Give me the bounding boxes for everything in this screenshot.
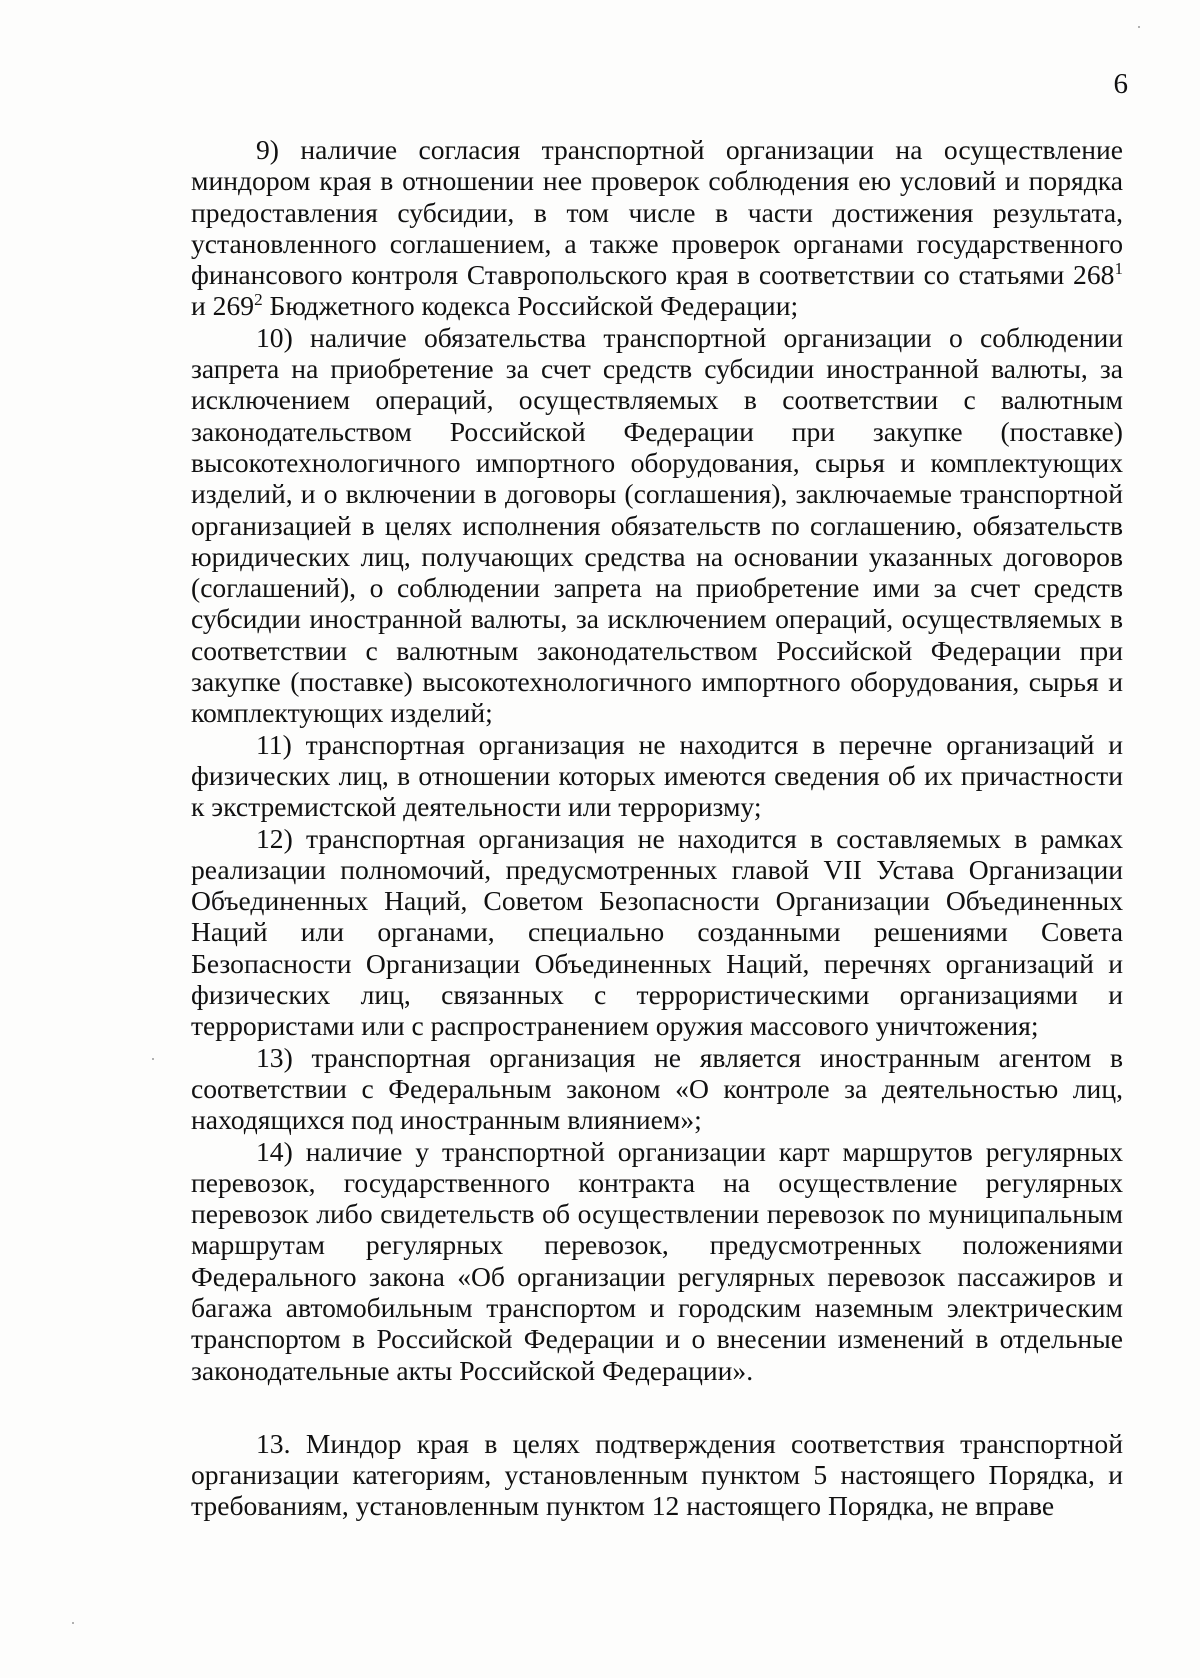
- list-item-11: 11) транспортная организация не находится в перечне организаций и физических лиц, в отношении которых имеются сведения об их причастности к экстремистской деятельности или терроризму;: [191, 728, 1123, 823]
- clause-13: 13. Миндор края в целях подтверждения соответствия транспортной организации категориям, установленным пунктом 5 настоящего Порядка, и требованиям, установленным пунктом 12 настоящего Порядка, не вправе: [191, 1427, 1123, 1522]
- page-number: 6: [1113, 68, 1128, 100]
- list-item-9-text-b: и 269: [191, 290, 255, 322]
- list-item-14: 14) наличие у транспортной организации карт маршрутов регулярных перевозок, государственного контракта на осуществление регулярных перевозок либо свидетельств об осуществлении перевозок по муниципальным маршрутам регулярных перевозок, предусмотренных положениями Федерального закона «Об организации регулярных перевозок пассажиров и багажа автомобильным транспортом и городским наземным электрическим транспортом в Российской Федерации и о внесении изменений в отдельные законодательные акты Российской Федерации».: [191, 1135, 1123, 1386]
- scan-speck: [72, 1622, 74, 1624]
- scan-speck: [152, 1058, 154, 1060]
- superscript-2: 2: [254, 290, 263, 310]
- list-item-12: 12) транспортная организация не находится в составляемых в рамках реализации полномочий, предусмотренных главой VII Устава Организации Объединенных Наций, Советом Безопасности Организации Объединенных Наций или органами, специально созданными решениями Совета Безопасности Организации Объединенных Наций, перечнях организаций и физических лиц, связанных с террористическими организациями и террористами или с распространением оружия массового уничтожения;: [191, 822, 1123, 1042]
- list-item-13: 13) транспортная организация не является иностранным агентом в соответствии с Федеральным законом «О контроле за деятельностью лиц, находящихся под иностранным влиянием»;: [191, 1041, 1123, 1136]
- list-item-9-text-c: Бюджетного кодекса Российской Федерации;: [262, 290, 799, 322]
- list-item-9: [191, 134, 1123, 322]
- scan-speck: [1138, 26, 1140, 28]
- document-body: [191, 134, 1123, 1522]
- superscript-1: 1: [1114, 259, 1123, 278]
- list-item-10: 10) наличие обязательства транспортной организации о соблюдении запрета на приобретение за счет средств субсидии иностранной валюты, за исключением операций, осуществляемых в соответствии с валютным законодательством Российской Федерации при закупке (поставке) высокотехнологичного импортного оборудования, сырья и комплектующих изделий, и о включении в договоры (соглашения), заключаемые транспортной организацией в целях исполнения обязательств по соглашению, обязательств юридических лиц, получающих средства на основании указанных договоров (соглашений), о соблюдении запрета на приобретение ими за счет средств субсидии иностранной валюты, за исключением операций, осуществляемых в соответствии с валютным законодательством Российской Федерации при закупке (поставке) высокотехнологичного импортного оборудования, сырья и комплектующих изделий;: [191, 321, 1123, 729]
- list-item-9-text-a: 9) наличие согласия транспортной организации на осуществление миндором края в отношении нее проверок соблюдения ею условий и порядка предоставления субсидии, в том числе в части достижения результата, установленного соглашением, а также проверок органами государственного финансового контроля Ставропольского края в соответствии со статьями 268: [191, 134, 1123, 291]
